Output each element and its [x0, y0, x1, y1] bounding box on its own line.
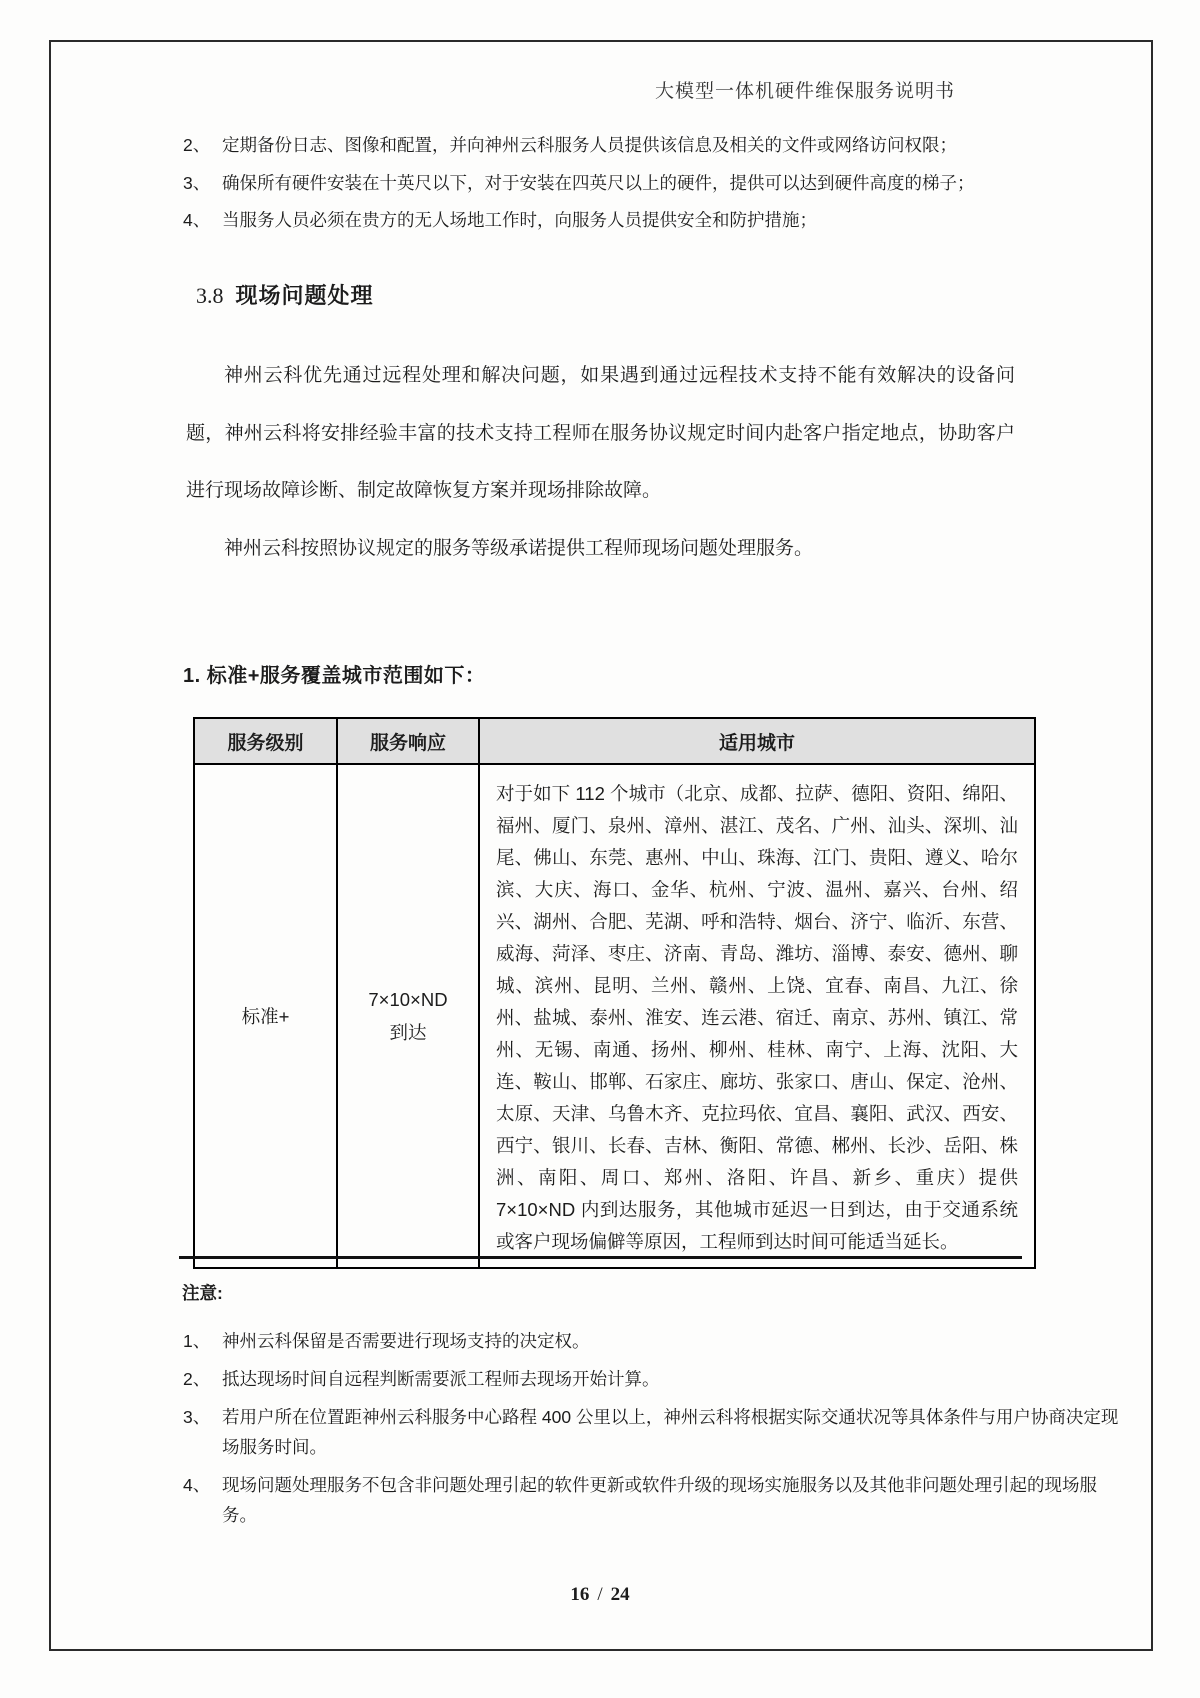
notes-label: 注意: [182, 1283, 223, 1303]
header-title: 大模型一体机硬件维保服务说明书 [654, 81, 955, 102]
services-table [193, 717, 1036, 1269]
service-response-cell [337, 764, 479, 1268]
item-number: 3、 [183, 172, 211, 193]
note-item [183, 1326, 1125, 1356]
cities-text: 对于如下 112 个城市（北京、成都、拉萨、德阳、资阳、绵阳、福州、厦门、泉州、漳州、湛江、茂名、广州、汕头、深圳、汕尾、佛山、东莞、惠州、中山、珠海、江门、贵阳、遵义、哈尔滨、大庆、海口、金华、杭州、宁波、温州、嘉兴、台州、绍兴、湖州、合肥、芜湖、呼和浩特、烟台、济宁、临沂、东营、威海、菏泽、枣庄、济南、青岛、潍坊、淄博、泰安、德州、聊城、滨州、昆明、兰州、赣州、上饶、宜春、南昌、九江、徐州、盐城、泰州、淮安、连云港、宿迁、南京、苏州、镇江、常州、无锡、南通、扬州、柳州、桂林、南宁、上海、沈阳、大连、鞍山、邯郸、石家庄、廊坊、张家口、唐山、保定、沧州、太原、天津、乌鲁木齐、克拉玛依、宜昌、襄阳、武汉、西安、西宁、银川、长春、吉林、衡阳、常德、郴州、长沙、岳阳、株洲、南阳、周口、郑州、洛阳、许昌、新乡、重庆）提供 7×10×ND 内到达服务，其他城市延迟一日到达，由于交通系统或客户现场偏僻等原因，工程师到达时间可能适当延长。 [496, 783, 1018, 1252]
item-number: 2、 [183, 135, 211, 155]
paragraph: 神州云科优先通过远程处理和解决问题，如果遇到通过远程技术支持不能有效解决的设备问题，神州云科将安排经验丰富的技术支持工程师在服务协议规定时间内赴客户指定地点，协助客户进行现场故障诊断、制定故障恢复方案并现场排除故障。 [186, 365, 1015, 501]
item-text: 确保所有硬件安装在十英尺以下，对于安装在四英尺以上的硬件，提供可以达到硬件高度的梯子； [222, 172, 975, 193]
cities-cell [479, 764, 1035, 1268]
table-header-row [194, 718, 1035, 764]
table-header-service-level: 服务级别 [194, 718, 337, 764]
page-number-current: 16 [570, 1584, 590, 1605]
divider-line [179, 1256, 1022, 1259]
note-item [183, 1402, 1125, 1462]
note-text: 神州云科保留是否需要进行现场支持的决定权。 [222, 1331, 590, 1351]
item-text: 定期备份日志、图像和配置，并向神州云科服务人员提供该信息及相关的文件或网络访问权限； [222, 135, 957, 155]
intro-list [183, 134, 1123, 247]
page-number-separator: / [597, 1584, 603, 1605]
note-text: 若用户所在位置距神州云科服务中心路程 400 公里以上，神州云科将根据实际交通状况等具体条件与用户协商决定现场服务时间。 [222, 1407, 1119, 1457]
table-heading: 1. 标准+服务覆盖城市范围如下： [183, 665, 486, 687]
note-text: 现场问题处理服务不包含非问题处理引起的软件更新或软件升级的现场实施服务以及其他非问题处理引起的现场服务。 [222, 1475, 1097, 1525]
item-number: 4、 [183, 210, 211, 230]
section-number: 3.8 [196, 283, 224, 308]
page-footer [0, 1584, 1200, 1606]
section-heading [196, 279, 374, 310]
service-response-line1: 7×10×ND [368, 989, 448, 1010]
service-response-line2: 到达 [389, 1022, 427, 1043]
item-text: 当服务人员必须在贵方的无人场地工作时，向服务人员提供安全和防护措施； [222, 210, 817, 230]
list-item [183, 172, 1123, 195]
section-title: 现场问题处理 [235, 283, 374, 308]
note-number: 4、 [183, 1475, 211, 1495]
note-item [183, 1470, 1125, 1530]
table-row [194, 764, 1035, 1268]
note-item [183, 1364, 1125, 1394]
notes-list [183, 1326, 1125, 1538]
paragraph: 神州云科按照协议规定的服务等级承诺提供工程师现场问题处理服务。 [224, 538, 814, 559]
page-number-total: 24 [610, 1584, 630, 1605]
table-header-cities: 适用城市 [479, 718, 1035, 764]
table-header-service-response: 服务响应 [337, 718, 479, 764]
note-number: 2、 [183, 1369, 211, 1389]
list-item [183, 209, 1123, 232]
service-level-cell: 标准+ [194, 764, 337, 1268]
note-number: 3、 [183, 1407, 211, 1427]
note-number: 1、 [183, 1331, 211, 1351]
note-text: 抵达现场时间自远程判断需要派工程师去现场开始计算。 [222, 1369, 660, 1389]
list-item [183, 134, 1123, 157]
